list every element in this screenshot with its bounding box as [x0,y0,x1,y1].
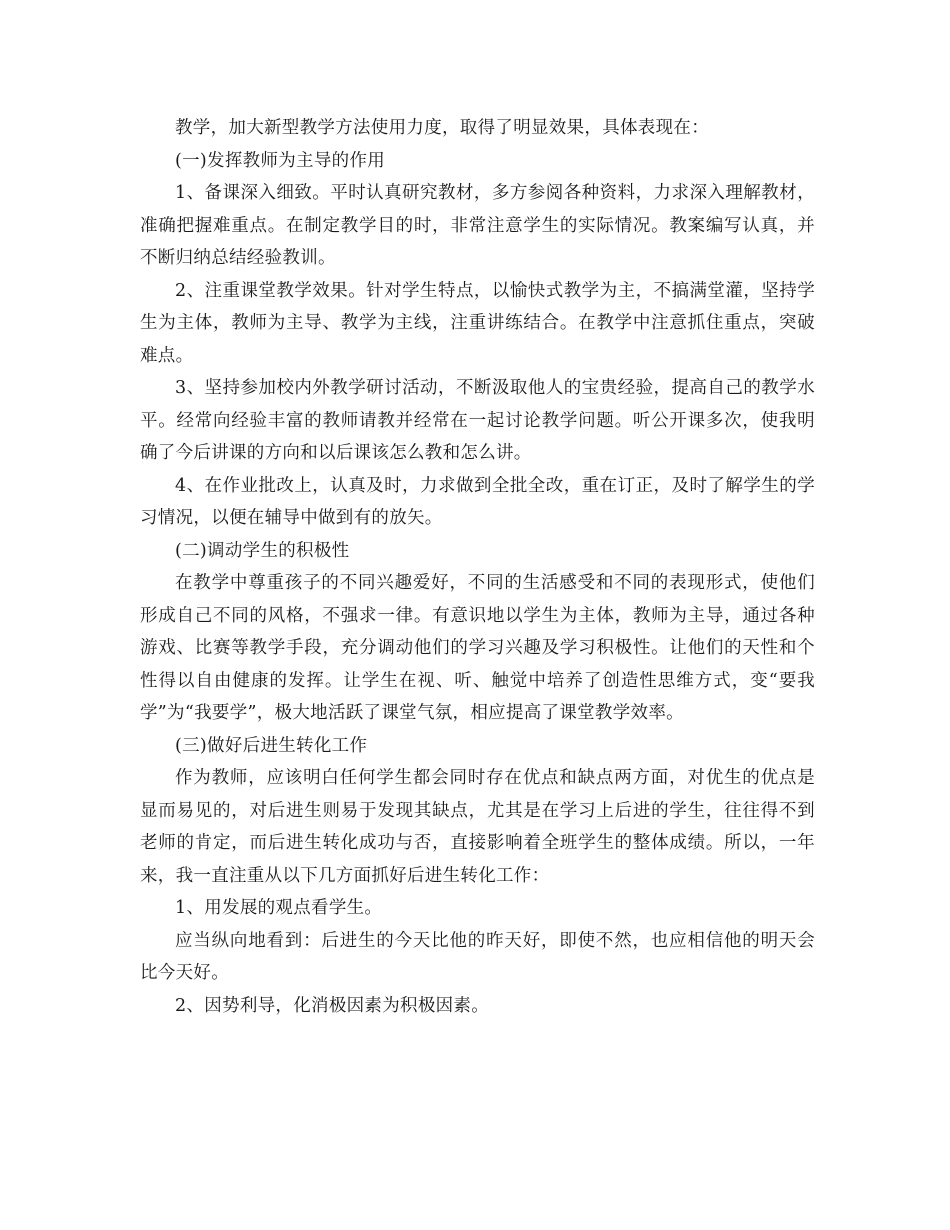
paragraph-point-1: 1、用发展的观点看学生。 [175,898,383,918]
paragraph-intro: 教学，加大新型教学方法使用力度，取得了明显效果，具体表现在： [175,118,709,138]
document-body [140,112,815,1022]
paragraph-struggling-students: 作为教师，应该明白任何学生都会同时存在优点和缺点两方面，对优生的优点是显而易见的，对后进生则易于发现其缺点，尤其是在学习上后进的学生，往往得不到老师的肯定，而后进生转化成功与否，直接影响着全班学生的整体成绩。所以，一年来，我一直注重从以下几方面抓好后进生转化工作： [140,768,815,886]
section-heading-3: (三)做好后进生转化工作 [175,735,368,756]
section-heading-2: (二)调动学生的积极性 [175,540,350,561]
paragraph-point-2: 2、因势利导，化消极因素为积极因素。 [175,995,490,1016]
paragraph-classroom-effect: 2、注重课堂教学效果。针对学生特点，以愉快式教学为主，不搞满堂灌，坚持学生为主体，教师为主导、教学为主线，注重讲练结合。在教学中注意抓住重点，突破难点。 [140,280,815,366]
paragraph-homework-grading: 4、在作业批改上，认真及时，力求做到全批全改，重在订正，及时了解学生的学习情况，以便在辅导中做到有的放矢。 [140,475,815,528]
section-heading-1: (一)发挥教师为主导的作用 [175,150,386,171]
paragraph-student-motivation: 在教学中尊重孩子的不同兴趣爱好，不同的生活感受和不同的表现形式，使他们形成自己不同的风格，不强求一律。有意识地以学生为主体，教师为主导，通过各种游戏、比赛等教学手段，充分调动他们的学习兴趣及学习积极性。让他们的天性和个性得以自由健康的发挥。让学生在视、听、触觉中培养了创造性思维方式，变“要我学”为“我要学”，极大地活跃了课堂气氛，相应提高了课堂教学效率。 [140,573,815,723]
paragraph-lesson-prep: 1、备课深入细致。平时认真研究教材，多方参阅各种资料，力求深入理解教材，准确把握难重点。在制定教学目的时，非常注意学生的实际情况。教案编写认真，并不断归纳总结经验教训。 [140,183,815,268]
paragraph-research-activities: 3、坚持参加校内外教学研讨活动，不断汲取他人的宝贵经验，提高自己的教学水平。经常向经验丰富的教师请教并经常在一起讨论教学问题。听公开课多次，使我明确了今后讲课的方向和以后课该怎么教和怎么讲。 [140,378,815,463]
paragraph-point-1-detail: 应当纵向地看到：后进生的今天比他的昨天好，即使不然，也应相信他的明天会比今天好。 [140,930,815,983]
